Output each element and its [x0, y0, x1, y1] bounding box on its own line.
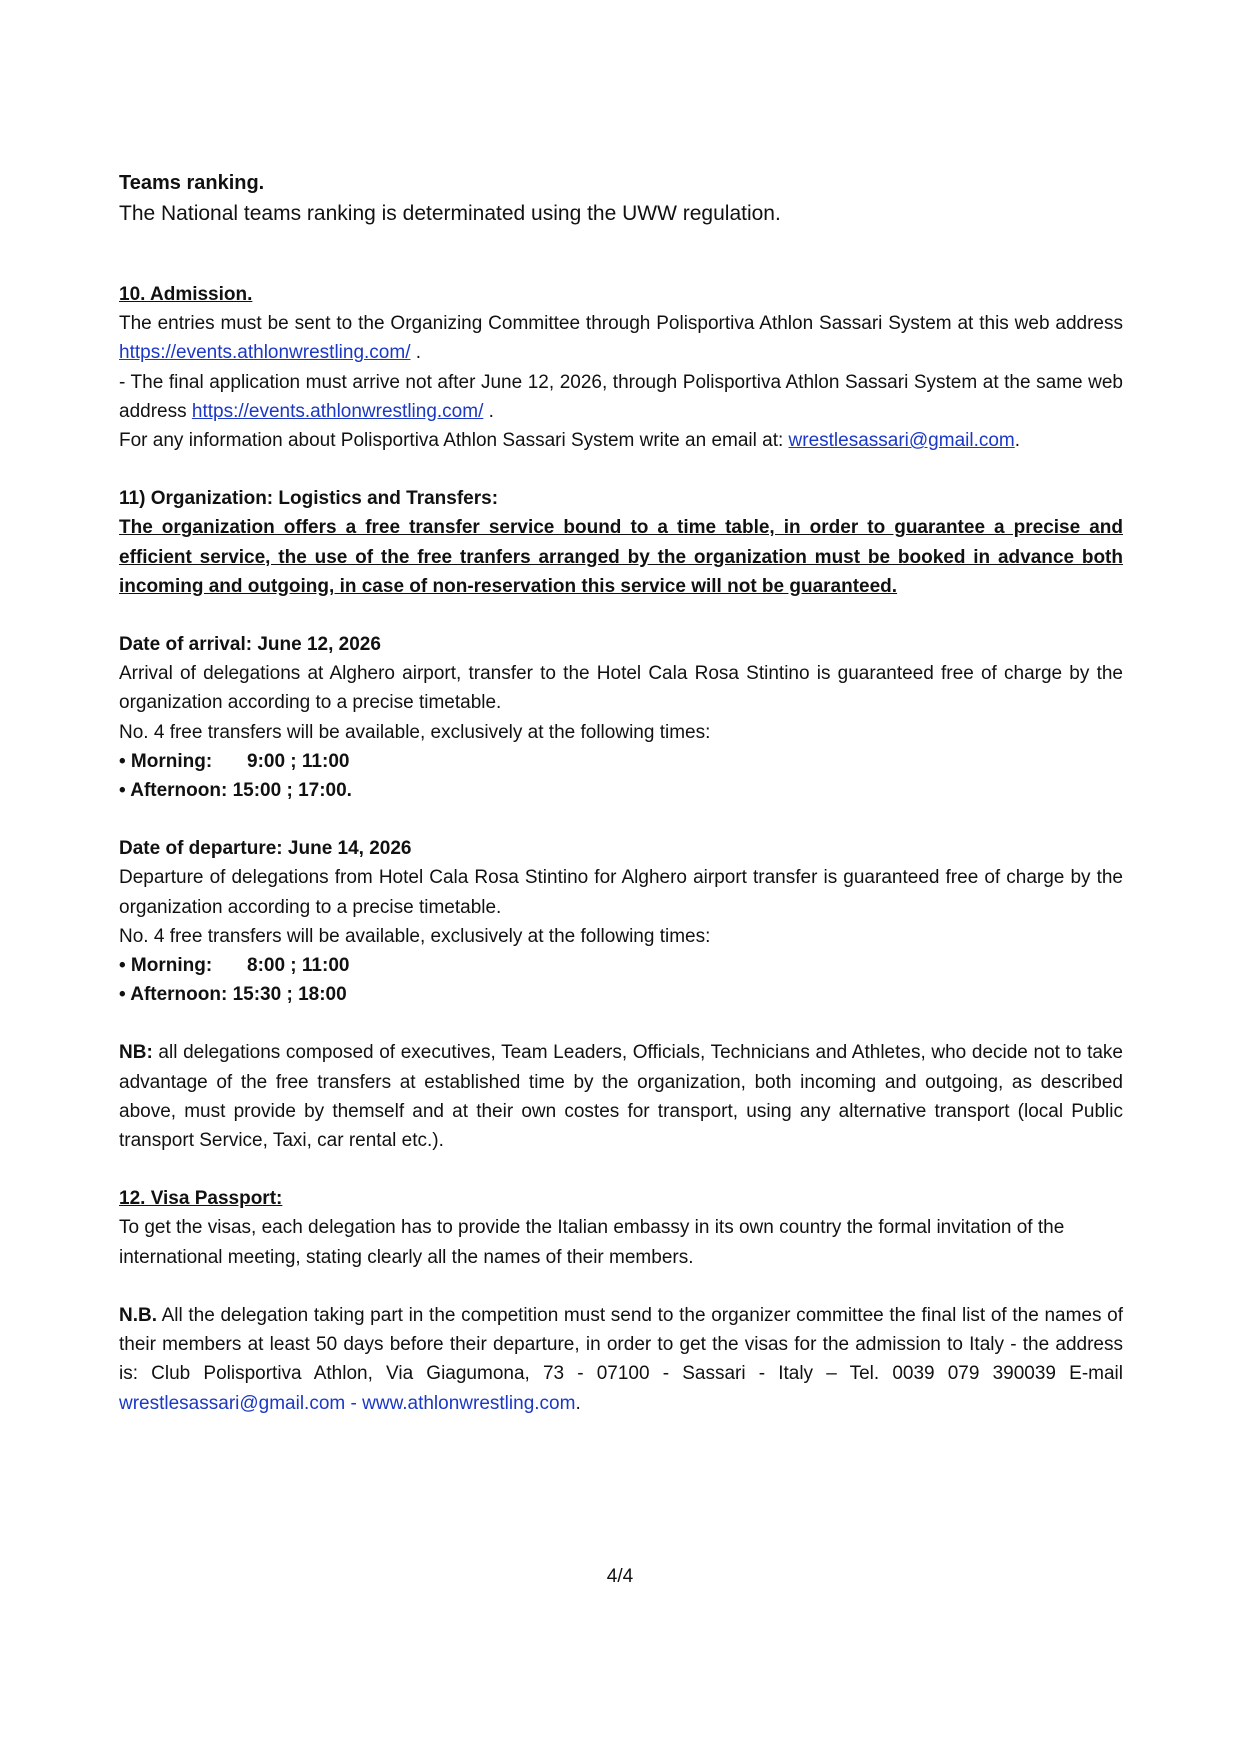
nb2-website[interactable]: www.athlonwrestling.com: [362, 1392, 576, 1414]
admission-text-1: The entries must be sent to the Organizing Committee through Polisportiva Athlon Sassari System at this web address: [119, 313, 1123, 335]
nb2-separator: -: [345, 1392, 363, 1414]
departure-afternoon-bullet: • Afternoon: 15:30 ; 18:00: [119, 984, 347, 1006]
spacer: [119, 805, 1123, 834]
organization-heading: 11) Organization: Logistics and Transfers:: [119, 488, 499, 510]
teams-ranking-text: The National teams ranking is determinated using the UWW regulation.: [119, 202, 781, 225]
email-link[interactable]: wrestlesassari@gmail.com: [788, 430, 1015, 452]
arrival-morning-bullet: [119, 747, 1123, 776]
organization-notice: The organization offers a free transfer service bound to a time table, in order to guarantee a precise and efficient service, the use of the free tranfers arranged by the organization must be booked in advance both incoming and outgoing, in case of non-reservation this service will not be guaranteed.: [119, 517, 1123, 597]
admission-text-2: - The final application must arrive not after June 12, 2026, through Polisportiva Athlon Sassari System at the same web address: [119, 371, 1123, 422]
nb-label: NB:: [119, 1042, 153, 1064]
arrival-morning-label: • Morning:: [119, 750, 213, 772]
departure-transfers-text: No. 4 free transfers will be available, exclusively at the following times:: [119, 925, 711, 947]
events-link-2[interactable]: https://events.athlonwrestling.com/: [191, 400, 484, 422]
arrival-text: Arrival of delegations at Alghero airport, transfer to the Hotel Cala Rosa Stintino is guaranteed free of charge by the organization according to a precise timetable.: [119, 663, 1123, 714]
page-content: [119, 168, 1123, 1418]
events-link-1[interactable]: https://events.athlonwrestling.com/: [119, 342, 411, 364]
nb2-end: .: [575, 1392, 581, 1414]
admission-paragraph-1: [119, 309, 1123, 367]
nb-paragraph: [119, 1038, 1123, 1155]
spacer: [119, 230, 1123, 280]
arrival-morning-times: 9:00 ; 11:00: [247, 750, 350, 772]
page-number: 4/4: [606, 1566, 634, 1587]
nb-text: all delegations composed of executives, Team Leaders, Officials, Technicians and Athletes, who decide not to take advantage of the free transfers at established time by the organization, both incoming and outgoing, as described above, must provide by themself and at their own costes for transport, using any alternative transport (local Public transport Service, Taxi, car rental etc.).: [119, 1042, 1123, 1152]
admission-paragraph-2: [119, 368, 1123, 426]
admission-paragraph-3: [119, 426, 1123, 455]
departure-morning-bullet: [119, 951, 1123, 980]
nb2-email[interactable]: wrestlesassari@gmail.com: [119, 1392, 346, 1414]
admission-heading: 10. Admission.: [119, 284, 253, 305]
spacer: [119, 1009, 1123, 1038]
spacer: [119, 455, 1123, 484]
admission-text-3: For any information about Polisportiva Athlon Sassari System write an email at:: [119, 430, 789, 452]
departure-heading: Date of departure: June 14, 2026: [119, 838, 412, 860]
departure-morning-label: • Morning:: [119, 955, 213, 977]
departure-morning-times: 8:00 ; 11:00: [247, 955, 350, 977]
visa-text: To get the visas, each delegation has to provide the Italian embassy in its own country the formal invitation of the international meeting, stating clearly all the names of their members.: [119, 1217, 1065, 1268]
spacer: [119, 601, 1123, 630]
admission-text-3-end: .: [1014, 430, 1021, 452]
nb2-text: All the delegation taking part in the competition must send to the organizer committee the final list of the names of their members at least 50 days before their departure, in order to get the visas for the admission to Italy - the address is: Club Polisportiva Athlon, Via Giagumona, 73 - 07100 - Sassari - Italy – Tel. 0039 079 390039 E-mail: [119, 1304, 1123, 1385]
arrival-transfers-text: No. 4 free transfers will be available, exclusively at the following times:: [119, 721, 711, 743]
teams-ranking-heading: Teams ranking.: [119, 172, 265, 194]
admission-text-2-end: .: [483, 400, 494, 422]
arrival-afternoon-bullet: • Afternoon: 15:00 ; 17:00.: [119, 780, 352, 802]
nb2-label: N.B.: [119, 1304, 157, 1326]
nb2-paragraph: [119, 1301, 1123, 1418]
spacer: [119, 1155, 1123, 1184]
admission-text-1-end: .: [410, 342, 422, 364]
spacer: [119, 1272, 1123, 1301]
visa-heading: 12. Visa Passport:: [119, 1188, 283, 1210]
arrival-heading: Date of arrival: June 12, 2026: [119, 634, 381, 656]
departure-text: Departure of delegations from Hotel Cala Rosa Stintino for Alghero airport transfer is guaranteed free of charge by the organization according to a precise timetable.: [119, 867, 1123, 918]
